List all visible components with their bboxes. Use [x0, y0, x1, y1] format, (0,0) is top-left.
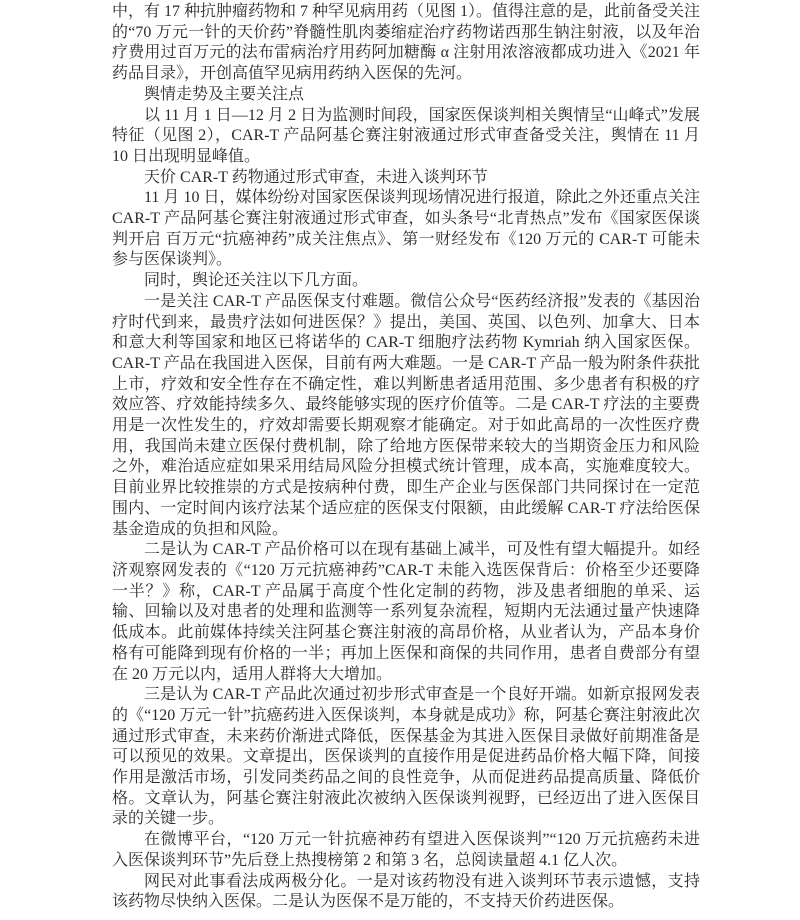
section-heading-cart-formal-review: 天价 CAR-T 药物通过形式审查，未进入谈判环节	[144, 168, 488, 186]
document-text-block	[112, 2, 700, 913]
paragraph-point-two-price-halving: 二是认为 CAR-T 产品价格可以在现有基础上减半，可及性有望大幅提升。如经济观察网发表的《“120 万元抗癌神药”CAR-T 未能入选医保背后：价格至少还要降一半？》称，CAR-T 产品属于高度个性化定制的药物，涉及患者细胞的单采、运输、回输以及对患者的处理和监测等一系列复杂流程，短期内无法通过量产快速降低成本。此前媒体持续关注阿基仑赛注射液的高昂价格，从业者认为，产品本身价格有可能降到现有价格的一半；再加上医保和商保的共同作用，患者自费部分有望在 20 万元以内，适用人群将大大增加。	[112, 541, 700, 683]
paragraph-netizen-opinions: 网民对此事看法成两极分化。一是对该药物没有进入谈判环节表示遗憾，支持该药物尽快纳入医保。二是认为医保不是万能的，不支持天价药进医保。	[112, 872, 700, 911]
paragraph-monitoring-period: 以 11 月 1 日—12 月 2 日为监测时间段，国家医保谈判相关舆情呈“山峰式”发展特征（见图 2），CAR-T 产品阿基仑赛注射液通过形式审查备受关注，舆情在 11 月 10 日出现明显峰值。	[112, 106, 700, 165]
paragraph-continuation-rare-disease-drugs: 中，有 17 种抗肿瘤药物和 7 种罕见病用药（见图 1）。值得注意的是，此前备受关注的“70 万元一针的天价药”脊髓性肌肉萎缩症治疗药物诺西那生钠注射液，以及年治疗费用过百万元的法布雷病治疗用药阿加糖酶 α 注射用浓溶液都成功进入《2021 年药品目录》，开创高值罕见病用药纳入医保的先河。	[112, 3, 701, 83]
paragraph-weibo-hot-search: 在微博平台，“120 万元一针抗癌神药有望进入医保谈判”“120 万元抗癌药未进入医保谈判环节”先后登上热搜榜第 2 和第 3 名，总阅读量超 4.1 亿人次。	[112, 831, 700, 869]
paragraph-media-reports: 11 月 10 日，媒体纷纷对国家医保谈判现场情况进行报道，除此之外还重点关注 CAR-T 产品阿基仑赛注射液通过形式审查，如头条号“北青热点”发布《国家医保谈判开启 百万元“抗癌神药”成关注焦点》、第一财经发布《120 万元的 CAR-T 可能未参与医保谈判》。	[112, 189, 700, 269]
paragraph-point-three-good-start: 三是认为 CAR-T 产品此次通过初步形式审查是一个良好开端。如新京报网发表的《“120 万元一针”抗癌药进入医保谈判，本身就是成功》称，阿基仑赛注射液此次通过形式审查，未来药价渐进式降低，医保基金为其进入医保目录做好前期准备是可以预见的效果。文章提出，医保谈判的直接作用是促进药品价格大幅下降，间接作用是激活市场，引发同类药品之间的良性竞争，从而促进药品提高质量、降低价格。文章认为，阿基仑赛注射液此次被纳入医保谈判视野，已经迈出了进入医保目录的关键一步。	[112, 686, 700, 828]
section-heading-sentiment-trend: 舆情走势及主要关注点	[144, 85, 305, 103]
paragraph-point-one-medicare-payment: 一是关注 CAR-T 产品医保支付难题。微信公众号“医药经济报”发表的《基因治疗时代到来，最贵疗法如何进医保？》提出，美国、英国、以色列、加拿大、日本和意大利等国家和地区已将诺华的 CAR-T 细胞疗法药物 Kymriah 纳入国家医保。CAR-T 产品在我国进入医保，目前有两大难题。一是 CAR-T 产品一般为附条件获批上市，疗效和安全性存在不确定性，难以判断患者适用范围、多少患者有积极的疗效应答、疗效能持续多久、最终能够实现的医疗价值等。二是 CAR-T 疗法的主要费用是一次性发生的，疗效却需要长期观察才能确定。对于如此高昂的一次性医疗费用，我国尚未建立医保付费机制，除了给地方医保带来较大的当期资金压力和风险之外，难治适应症如果采用结局风险分担模式统计管理，成本高，实施难度较大。目前业界比较推崇的方式是按病种付费，即生产企业与医保部门共同探讨在一定范围内、一定时间内该疗法某个适应症的医保支付限额，由此缓解 CAR-T 疗法给医保基金造成的负担和风险。	[112, 292, 700, 538]
paragraph-other-focus-intro: 同时，舆论还关注以下几方面。	[144, 272, 369, 290]
